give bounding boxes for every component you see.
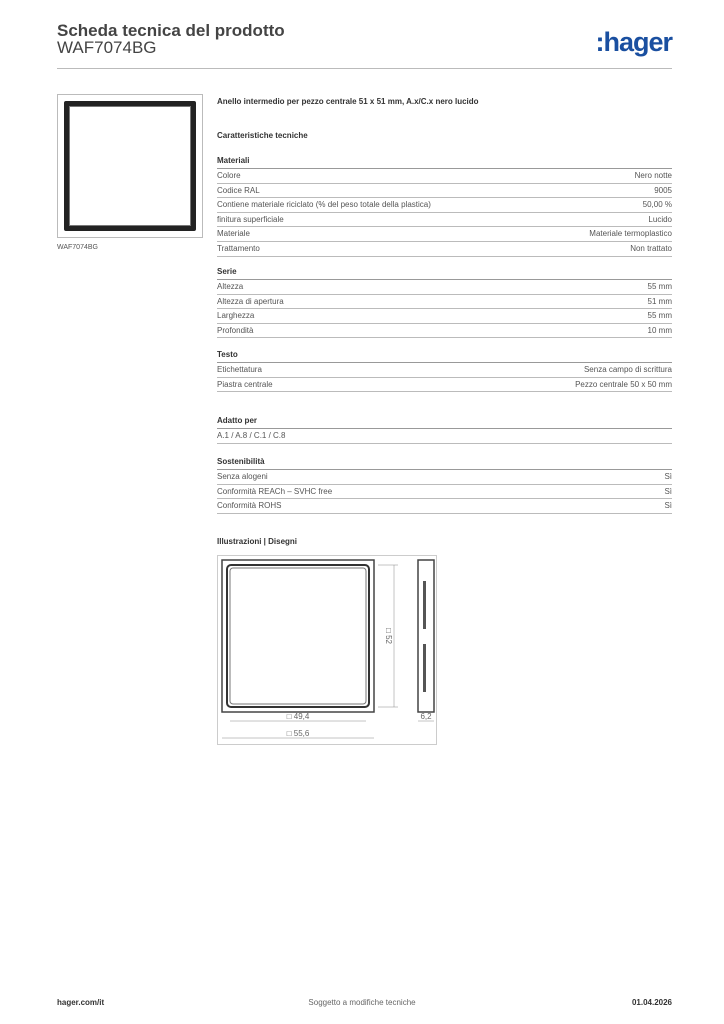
spec-value: 51 mm [647,296,672,306]
spec-value: Senza campo di scrittura [583,365,672,374]
spec-value: Materiale termoplastico [589,229,672,239]
spec-row [217,309,672,324]
spec-section [217,266,672,338]
spec-row [217,429,672,444]
spec-value: 55 mm [647,311,672,321]
spec-label: Piastra centrale [217,379,273,389]
spec-label: Altezza [217,282,244,291]
spec-label: Profondità [217,325,254,335]
dim-height: □ 52 [384,628,393,644]
spec-label: Altezza di apertura [217,296,284,306]
section-title: Testo [217,349,672,363]
spec-section [217,349,672,392]
spec-row [217,324,672,339]
spec-label: Codice RAL [217,185,260,195]
spec-row [217,227,672,242]
spec-value: Non trattato [630,243,672,253]
product-code: WAF7074BG [57,38,157,57]
spec-row [217,169,672,184]
section-title: Sostenibilità [217,456,672,470]
spec-label: Contiene materiale riciclato (% del peso totale della plastica) [217,200,431,210]
spec-value: Nero notte [634,171,672,180]
spec-row [217,485,672,500]
spec-section [217,415,672,444]
dim-outer: □ 55,6 [286,729,310,738]
spec-label: A.1 / A.8 / C.1 / C.8 [217,431,286,440]
spec-value: Pezzo centrale 50 x 50 mm [575,379,672,389]
spec-row [217,242,672,257]
spec-value: Sì [664,501,672,511]
spec-label: Trattamento [217,243,260,253]
spec-label: Materiale [217,229,250,239]
illustrations-heading: Illustrazioni | Disegni [217,537,298,546]
technical-drawing [217,555,437,745]
spec-row [217,378,672,393]
spec-label: Senza alogeni [217,472,268,481]
product-image-caption: WAF7074BG [57,244,98,251]
product-image [57,94,203,238]
section-title: Adatto per [217,415,672,429]
spec-row [217,470,672,485]
dim-depth: 6,2 [420,712,432,721]
spec-row [217,184,672,199]
spec-row [217,363,672,378]
spec-value: 10 mm [647,325,672,335]
spec-value: Sì [664,486,672,496]
section-title: Materiali [217,155,672,169]
technical-features-heading: Caratteristiche tecniche [217,131,308,140]
dim-inner: □ 49,4 [286,712,310,721]
spec-value: Sì [664,472,672,481]
spec-value: 9005 [654,185,672,195]
hager-logo: :hager [595,27,672,57]
spec-row [217,213,672,228]
spec-section [217,456,672,514]
spec-row [217,198,672,213]
spec-row [217,280,672,295]
spec-row [217,295,672,310]
spec-label: Larghezza [217,311,255,321]
spec-value: 55 mm [647,282,672,291]
spec-label: Conformità ROHS [217,501,282,511]
spec-label: Etichettatura [217,365,262,374]
page-title: Scheda tecnica del prodotto [57,21,285,40]
spec-label: Colore [217,171,241,180]
product-description: Anello intermedio per pezzo centrale 51 x 51 mm, A.x/C.x nero lucido [217,97,479,106]
spec-label: Conformità REACh – SVHC free [217,486,333,496]
footer-date: 01.04.2026 [631,998,672,1007]
spec-value: Lucido [648,214,672,224]
spec-row [217,499,672,514]
section-title: Serie [217,266,672,280]
footer-note: Soggetto a modifiche tecniche [308,998,416,1007]
header-divider [57,68,672,69]
spec-label: finitura superficiale [217,214,284,224]
spec-value: 50,00 % [642,200,672,210]
footer-website[interactable]: hager.com/it [57,998,105,1007]
spec-section [217,155,672,257]
